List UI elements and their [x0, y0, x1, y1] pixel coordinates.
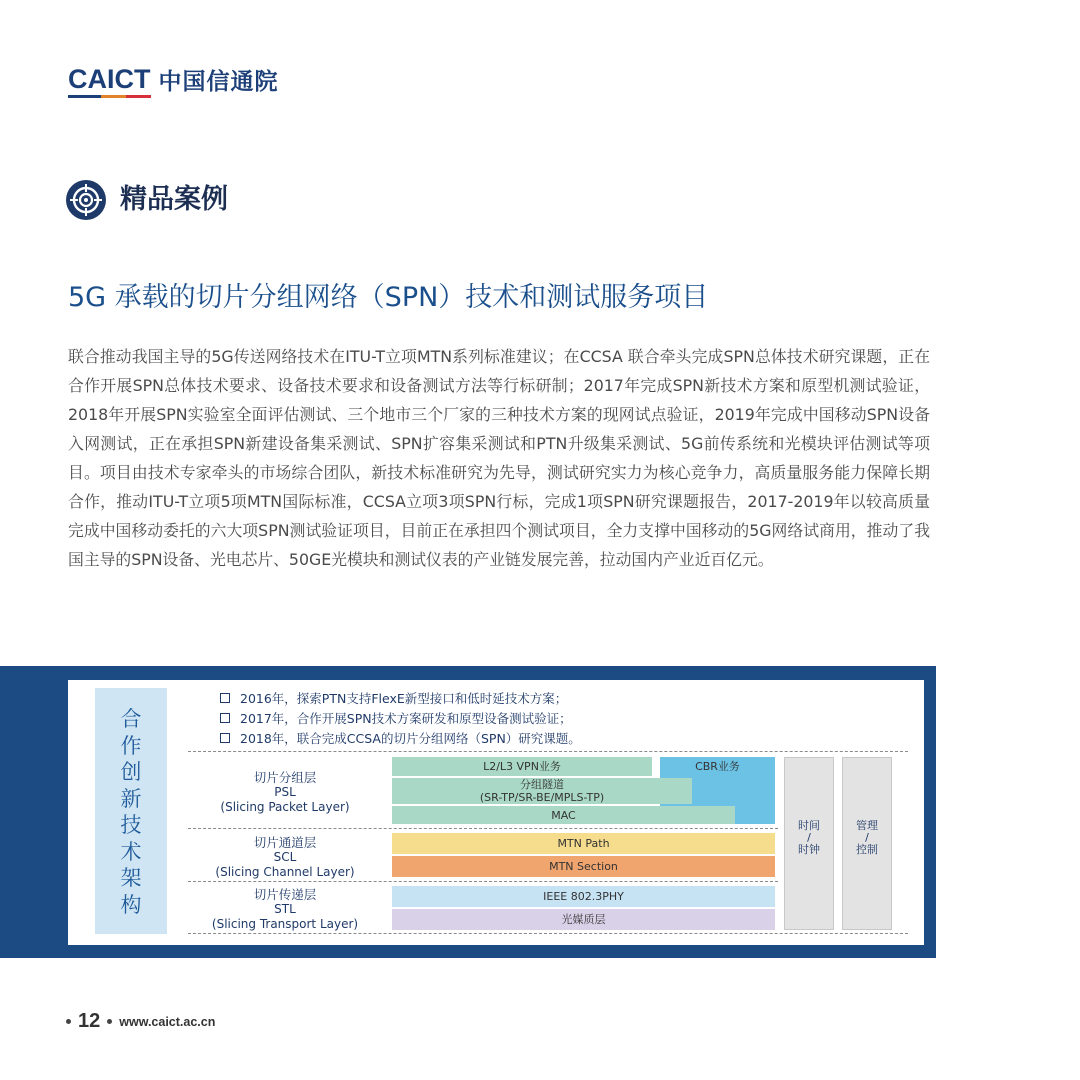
vertical-label-char: 创 [120, 760, 142, 784]
divider [188, 828, 778, 829]
target-icon [66, 180, 106, 220]
caict-logo [68, 62, 279, 96]
divider [188, 751, 908, 752]
article-title: 5G 承载的切片分组网络（SPN）技术和测试服务项目 [68, 282, 709, 313]
mac-block: MAC [392, 806, 735, 824]
vertical-label [95, 688, 167, 934]
management-control-block: 管理 / 控制 [842, 757, 892, 930]
vertical-label-char: 合 [120, 707, 142, 731]
vertical-label-char: 构 [120, 892, 142, 917]
mtn-path-block: MTN Path [392, 833, 775, 854]
bullet-2018: 2018年，联合完成CCSA的切片分组网络（SPN）研究课题。 [220, 729, 581, 749]
mtn-section-block: MTN Section [392, 856, 775, 877]
footer-url[interactable]: www.caict.ac.cn [119, 1014, 216, 1029]
cbr-service-block: CBR业务 [660, 757, 775, 824]
logo-en: CAICT [68, 64, 151, 95]
layer-psl: 切片分组层 PSL (Slicing Packet Layer) [220, 770, 350, 814]
l2l3-vpn-block: L2/L3 VPN业务 [392, 757, 652, 776]
time-clock-block: 时间 / 时钟 [784, 757, 834, 930]
divider [188, 933, 908, 934]
vertical-label-char: 作 [120, 733, 142, 758]
vertical-label-char: 技 [120, 813, 142, 837]
section-title: 精品案例 [120, 184, 228, 215]
layer-scl: 切片通道层 SCL (Slicing Channel Layer) [215, 835, 355, 879]
logo-cn: 中国信通院 [158, 68, 279, 95]
packet-tunnel-block: 分组隧道 (SR-TP/SR-BE/MPLS-TP) [392, 778, 692, 804]
vertical-label-char: 架 [120, 866, 142, 890]
vertical-label-char: 术 [120, 839, 142, 864]
page-number: 12 [78, 1010, 101, 1032]
ieee-phy-block: IEEE 802.3PHY [392, 886, 775, 907]
bullet-2017: 2017年，合作开展SPN技术方案研发和原型设备测试验证； [220, 709, 572, 729]
optical-media-block: 光媒质层 [392, 909, 775, 930]
page-footer [66, 1010, 215, 1033]
article-body: 联合推动我国主导的5G传送网络技术在ITU-T立项MTN系列标准建议；在CCSA 联合牵头完成SPN总体技术研究课题，正在合作开展SPN总体技术要求、设备技术要求和设备测试方法等行标研制；2017年完成SPN新技术方案和原型机测试验证，2018年开展SPN实验室全面评估测试、三个地市三个厂家的三种技术方案的现网试点验证，2019年完成中国移动SPN设备入网测试，正在承担SPN新建设备集采测试、SPN扩容集采测试和PTN升级集采测试、5G前传系统和光模块评估测试等项目。项目由技术专家牵头的市场综合团队，新技术标准研究为先导，测试研究实力为核心竞争力，高质量服务能力保障长期合作，推动ITU-T立项5项MTN国际标准，CCSA立项3项SPN行标，完成1项SPN研究课题报告，2017-2019年以较高质量完成中国移动委托的六大项SPN测试验证项目，目前正在承担四个测试项目，全力支撑中国移动的5G网络试商用，推动了我国主导的SPN设备、光电芯片、50GE光模块和测试仪表的产业链发展完善，拉动国内产业近百亿元。 [68, 347, 930, 569]
vertical-label-char: 新 [120, 786, 142, 811]
bullet-2016: 2016年，探索PTN支持FlexE新型接口和低时延技术方案； [220, 689, 567, 709]
divider [188, 881, 778, 882]
layer-stl: 切片传递层 STL (Slicing Transport Layer) [211, 887, 359, 931]
